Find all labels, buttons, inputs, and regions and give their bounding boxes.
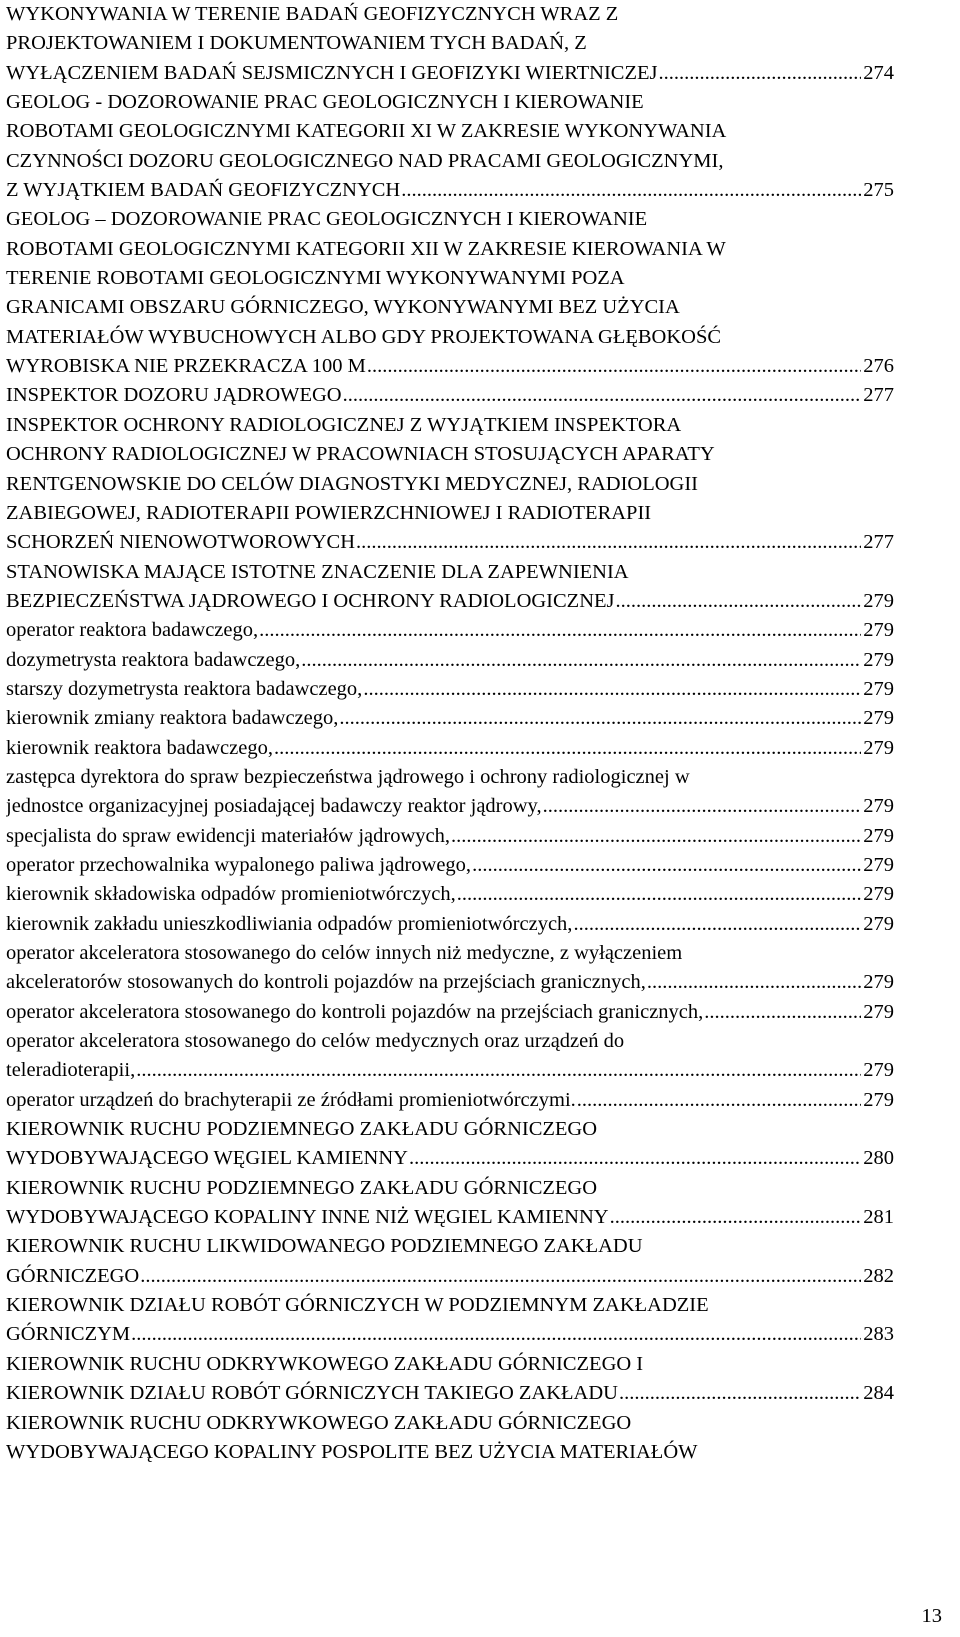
toc-entry-text: KIEROWNIK RUCHU LIKWIDOWANEGO PODZIEMNEGO ZAKŁADU <box>6 1235 643 1258</box>
toc-entry-text: KIEROWNIK RUCHU ODKRYWKOWEGO ZAKŁADU GÓRNICZEGO <box>6 1411 632 1434</box>
toc-entry-text: BEZPIECZEŃSTWA JĄDROWEGO I OCHRONY RADIOLOGICZNEJ <box>6 589 615 612</box>
toc-page-number: 284 <box>863 1382 894 1405</box>
toc-page-number: 279 <box>863 971 894 994</box>
toc-entry-text: STANOWISKA MAJĄCE ISTOTNE ZNACZENIE DLA ZAPEWNIENIA <box>6 560 629 583</box>
toc-entry-text: SCHORZEŃ NIENOWOTWOROWYCH <box>6 531 356 554</box>
toc-entry-last-line <box>6 381 894 410</box>
toc-page-number: 279 <box>863 883 894 906</box>
toc-entry-text: kierownik zakładu unieszkodliwiania odpadów promieniotwórczych, <box>6 912 573 935</box>
toc-entry-text: operator akceleratora stosowanego do celów medycznych oraz urządzeń do <box>6 1030 625 1053</box>
toc-entry-text: specjalista do spraw ewidencji materiałów jądrowych, <box>6 824 451 847</box>
toc-page-number: 279 <box>863 795 894 818</box>
dot-leader <box>472 851 861 880</box>
toc-entry[interactable] <box>6 1350 894 1409</box>
toc-page-number: 279 <box>863 619 894 642</box>
toc-entry[interactable] <box>6 1232 894 1291</box>
dot-leader <box>543 792 862 821</box>
toc-entry-last-line <box>6 1379 894 1408</box>
toc-entry-text: RENTGENOWSKIE DO CELÓW DIAGNOSTYKI MEDYCZNEJ, RADIOLOGII <box>6 472 698 495</box>
toc-page-number: 279 <box>863 1088 894 1111</box>
toc-entry[interactable] <box>6 88 894 205</box>
dot-leader <box>367 352 861 381</box>
toc-page-number: 279 <box>863 648 894 671</box>
toc-entry-text: kierownik składowiska odpadów promieniotwórczych, <box>6 883 456 906</box>
toc-entry-last-line <box>6 1262 894 1291</box>
toc-entry-last-line <box>6 822 894 851</box>
toc-page-number: 275 <box>863 179 894 202</box>
dot-leader <box>401 176 861 205</box>
toc-entry-text: starszy dozymetrysta reaktora badawczego, <box>6 677 363 700</box>
toc-entry[interactable] <box>6 822 894 851</box>
toc-entry[interactable] <box>6 1174 894 1233</box>
toc-entry-last-line <box>6 968 894 997</box>
toc-entry-text: INSPEKTOR DOZORU JĄDROWEGO <box>6 384 342 407</box>
toc-entry-text: operator urządzeń do brachyterapii ze źródłami promieniotwórczymi. <box>6 1088 576 1111</box>
dot-leader <box>136 1056 861 1085</box>
toc-entry-text: kierownik zmiany reaktora badawczego, <box>6 707 339 730</box>
toc-entry-text: dozymetrysta reaktora badawczego, <box>6 648 301 671</box>
toc-entry-last-line <box>6 352 894 381</box>
toc-entry[interactable] <box>6 558 894 617</box>
toc-entry[interactable] <box>6 381 894 410</box>
toc-entry-text: OCHRONY RADIOLOGICZNEJ W PRACOWNIACH STOSUJĄCYCH APARATY <box>6 443 715 466</box>
toc-page-number: 276 <box>863 355 894 378</box>
toc-entry-text: GEOLOG – DOZOROWANIE PRAC GEOLOGICZNYCH I KIEROWANIE <box>6 208 648 231</box>
toc-entry-text: WYROBISKA NIE PRZEKRACZA 100 M <box>6 355 366 378</box>
toc-entry-text: operator przechowalnika wypalonego paliwa jądrowego, <box>6 853 472 876</box>
toc-entry-last-line <box>6 1144 894 1173</box>
toc-entry[interactable] <box>6 1086 894 1115</box>
toc-entry-last-line <box>6 998 894 1027</box>
toc-page-number: 279 <box>863 707 894 730</box>
toc-entry-last-line <box>6 1086 894 1115</box>
toc-entry-text: kierownik reaktora badawczego, <box>6 736 273 759</box>
toc-entry-text: WYDOBYWAJĄCEGO KOPALINY INNE NIŻ WĘGIEL KAMIENNY <box>6 1206 609 1229</box>
toc-entry-text: operator akceleratora stosowanego do kontroli pojazdów na przejściach granicznych, <box>6 1000 704 1023</box>
toc-entry[interactable] <box>6 616 894 645</box>
toc-entry-text: PROJEKTOWANIEM I DOKUMENTOWANIEM TYCH BADAŃ, Z <box>6 32 587 55</box>
toc-entry[interactable] <box>6 851 894 880</box>
toc-entry-text: KIEROWNIK DZIAŁU ROBÓT GÓRNICZYCH W PODZIEMNYM ZAKŁADZIE <box>6 1294 709 1317</box>
toc-entry-text: KIEROWNIK RUCHU ODKRYWKOWEGO ZAKŁADU GÓRNICZEGO I <box>6 1352 644 1375</box>
toc-entry[interactable] <box>6 646 894 675</box>
toc-entry[interactable] <box>6 205 894 381</box>
toc-entry-last-line <box>6 675 894 704</box>
toc-entry-text: ROBOTAMI GEOLOGICZNYMI KATEGORII XI W ZAKRESIE WYKONYWANIA <box>6 120 727 143</box>
toc-page-number: 279 <box>863 677 894 700</box>
dot-leader <box>619 1379 861 1408</box>
toc-page-number: 277 <box>863 384 894 407</box>
toc-entry-text: WYDOBYWAJĄCEGO KOPALINY POSPOLITE BEZ UŻYCIA MATERIAŁÓW <box>6 1440 698 1463</box>
toc-entry-text: INSPEKTOR OCHRONY RADIOLOGICZNEJ Z WYJĄTKIEM INSPEKTORA <box>6 413 682 436</box>
dot-leader <box>451 822 861 851</box>
toc-entry[interactable] <box>6 0 894 88</box>
toc-entry-text: zastępca dyrektora do spraw bezpieczeństwa jądrowego i ochrony radiologicznej w <box>6 765 690 788</box>
toc-entry[interactable] <box>6 939 894 998</box>
dot-leader <box>339 704 861 733</box>
table-of-contents <box>6 0 894 1467</box>
toc-entry-last-line <box>6 528 894 557</box>
toc-page-number: 282 <box>863 1264 894 1287</box>
toc-entry-text: WYŁĄCZENIEM BADAŃ SEJSMICZNYCH I GEOFIZYKI WIERTNICZEJ <box>6 61 658 84</box>
toc-entry-text: KIEROWNIK RUCHU PODZIEMNEGO ZAKŁADU GÓRNICZEGO <box>6 1176 598 1199</box>
toc-entry-text: WYKONYWANIA W TERENIE BADAŃ GEOFIZYCZNYCH WRAZ Z <box>6 3 619 25</box>
toc-entry[interactable] <box>6 1115 894 1174</box>
toc-entry-text: GÓRNICZYM <box>6 1323 131 1346</box>
toc-entry-last-line <box>6 616 894 645</box>
toc-entry-last-line <box>6 176 894 205</box>
toc-entry-text: Z WYJĄTKIEM BADAŃ GEOFIZYCZNYCH <box>6 179 401 202</box>
toc-entry-text: operator akceleratora stosowanego do celów innych niż medyczne, z wyłączeniem <box>6 942 683 964</box>
toc-page-number: 279 <box>863 1000 894 1023</box>
toc-page-number: 277 <box>863 531 894 554</box>
toc-page-number: 280 <box>863 1147 894 1170</box>
toc-entry-text: KIEROWNIK DZIAŁU ROBÓT GÓRNICZYCH TAKIEGO ZAKŁADU <box>6 1382 618 1405</box>
dot-leader <box>301 646 861 675</box>
toc-entry-last-line <box>6 587 894 616</box>
toc-page-number: 279 <box>863 736 894 759</box>
toc-entry-text: TERENIE ROBOTAMI GEOLOGICZNYMI WYKONYWANYMI POZA <box>6 267 625 290</box>
toc-entry-text: teleradioterapii, <box>6 1059 136 1082</box>
toc-entry[interactable] <box>6 880 894 909</box>
toc-page-number: 279 <box>863 824 894 847</box>
toc-entry[interactable] <box>6 411 894 558</box>
toc-entry-last-line <box>6 704 894 733</box>
toc-entry-text: jednostce organizacyjnej posiadającej badawczy reaktor jądrowy, <box>6 795 542 818</box>
toc-entry-last-line <box>6 910 894 939</box>
toc-page-number: 279 <box>863 912 894 935</box>
toc-page-number: 279 <box>863 1059 894 1082</box>
toc-entry-text: CZYNNOŚCI DOZORU GEOLOGICZNEGO NAD PRACAMI GEOLOGICZNYMI, <box>6 149 724 172</box>
dot-leader <box>363 675 861 704</box>
toc-page-number: 274 <box>863 61 894 84</box>
toc-entry[interactable] <box>6 1409 894 1468</box>
dot-leader <box>140 1262 861 1291</box>
toc-entry-text: ROBOTAMI GEOLOGICZNYMI KATEGORII XII W ZAKRESIE KIEROWANIA W <box>6 237 726 260</box>
toc-page-number: 279 <box>863 589 894 612</box>
dot-leader <box>457 880 861 909</box>
toc-entry-text: akceleratorów stosowanych do kontroli pojazdów na przejściach granicznych, <box>6 971 646 994</box>
toc-entry-last-line <box>6 1056 894 1085</box>
dot-leader <box>259 616 861 645</box>
dot-leader <box>356 528 861 557</box>
dot-leader <box>616 587 862 616</box>
dot-leader <box>274 734 861 763</box>
toc-entry[interactable] <box>6 675 894 704</box>
toc-entry-text: KIEROWNIK RUCHU PODZIEMNEGO ZAKŁADU GÓRNICZEGO <box>6 1118 598 1141</box>
dot-leader <box>577 1086 861 1115</box>
toc-entry-text: MATERIAŁÓW WYBUCHOWYCH ALBO GDY PROJEKTOWANA GŁĘBOKOŚĆ <box>6 325 722 348</box>
toc-entry-last-line <box>6 646 894 675</box>
toc-entry[interactable] <box>6 763 894 822</box>
toc-entry-text: WYDOBYWAJĄCEGO WĘGIEL KAMIENNY <box>6 1147 408 1170</box>
dot-leader <box>409 1144 861 1173</box>
dot-leader <box>647 968 861 997</box>
dot-leader <box>610 1203 862 1232</box>
toc-entry[interactable] <box>6 998 894 1027</box>
toc-entry[interactable] <box>6 734 894 763</box>
toc-entry-text: GRANICAMI OBSZARU GÓRNICZEGO, WYKONYWANYMI BEZ UŻYCIA <box>6 296 680 319</box>
toc-entry-last-line <box>6 734 894 763</box>
dot-leader <box>659 59 862 88</box>
toc-entry-last-line <box>6 792 894 821</box>
toc-entry-last-line <box>6 59 894 88</box>
toc-entry-text: ZABIEGOWEJ, RADIOTERAPII POWIERZCHNIOWEJ I RADIOTERAPII <box>6 501 652 524</box>
toc-page-number: 279 <box>863 853 894 876</box>
toc-entry-last-line <box>6 851 894 880</box>
toc-entry[interactable] <box>6 910 894 939</box>
toc-entry-text: GEOLOG - DOZOROWANIE PRAC GEOLOGICZNYCH I KIEROWANIE <box>6 91 644 114</box>
dot-leader <box>573 910 861 939</box>
dot-leader <box>704 998 861 1027</box>
toc-entry[interactable] <box>6 1291 894 1350</box>
toc-entry-last-line <box>6 1203 894 1232</box>
toc-entry-last-line <box>6 1320 894 1349</box>
toc-entry-last-line <box>6 880 894 909</box>
toc-page-number: 281 <box>863 1206 894 1229</box>
toc-entry[interactable] <box>6 1027 894 1086</box>
page-number: 13 <box>921 1605 942 1627</box>
toc-page-number: 283 <box>863 1323 894 1346</box>
toc-entry-text: operator reaktora badawczego, <box>6 619 259 642</box>
toc-entry-text: GÓRNICZEGO <box>6 1264 140 1287</box>
dot-leader <box>131 1320 861 1349</box>
dot-leader <box>343 381 862 410</box>
toc-entry[interactable] <box>6 704 894 733</box>
